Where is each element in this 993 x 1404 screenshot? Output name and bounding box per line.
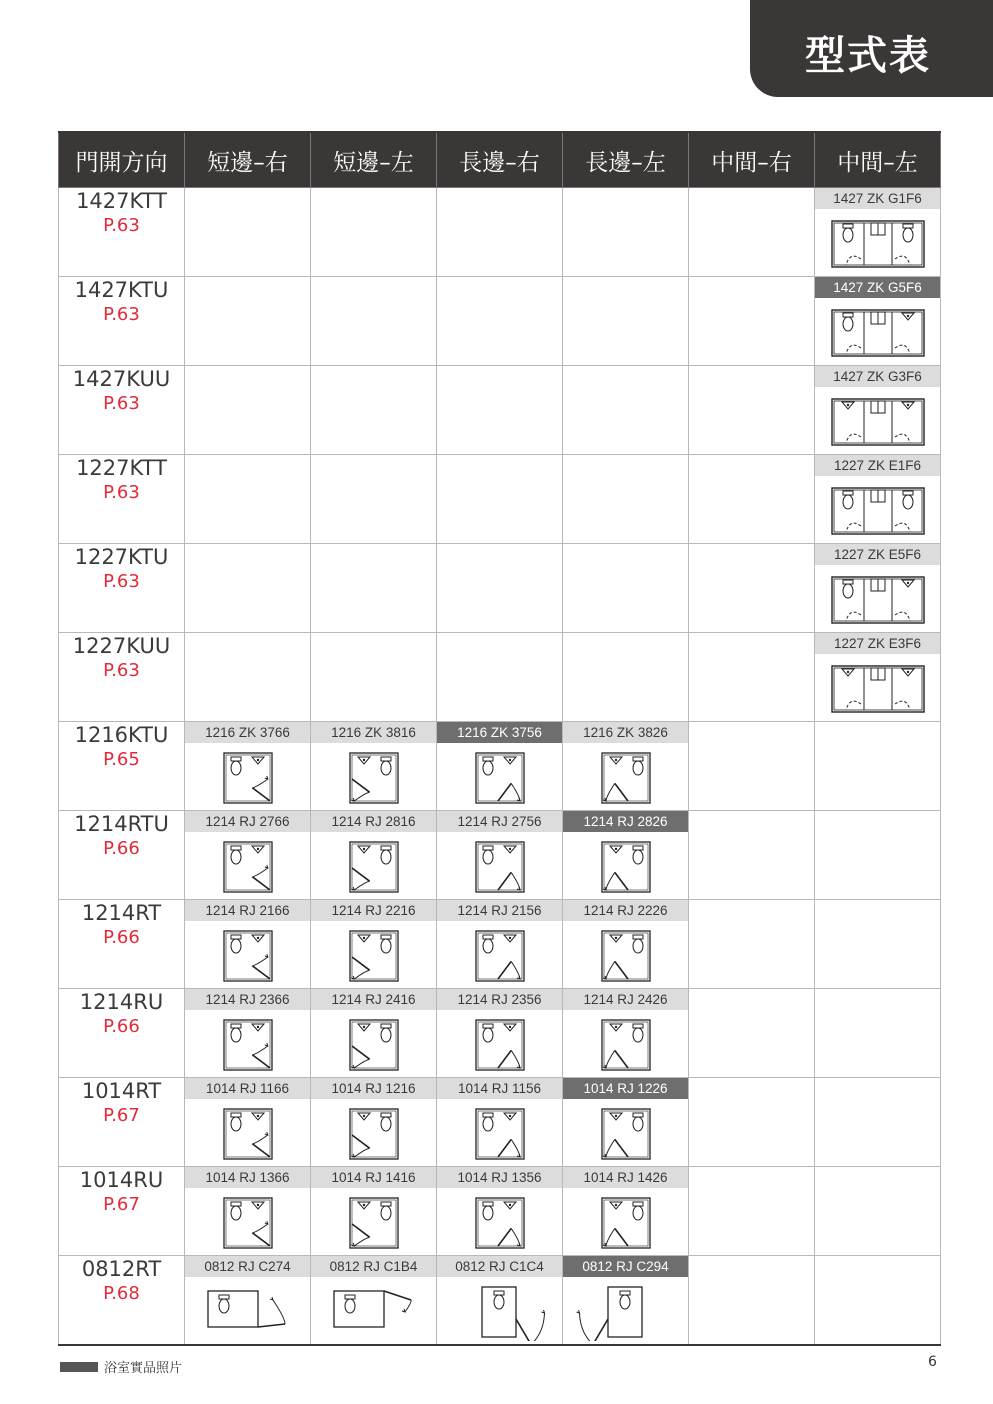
floor-plan-diagram: [576, 749, 676, 807]
page-title: 型式表: [805, 33, 931, 79]
floor-plan-diagram: [828, 393, 928, 451]
empty-cell: [437, 544, 563, 633]
header-door-direction: 門開方向: [59, 132, 185, 188]
empty-cell: [689, 277, 815, 366]
empty-cell: [689, 188, 815, 277]
model-code: 1216 ZK 3766: [185, 722, 310, 743]
floor-plan-diagram: [450, 1283, 550, 1341]
header-long-left: 長邊–左: [563, 132, 689, 188]
floor-plan-diagram: [828, 660, 928, 718]
empty-cell: [437, 633, 563, 722]
floor-plan-diagram: [576, 1105, 676, 1163]
model-code: 1216 ZK 3756: [437, 722, 562, 743]
model-code: 1227 ZK E5F6: [815, 544, 940, 565]
model-cell: [59, 544, 185, 633]
model-code: 0812 RJ C294: [563, 1256, 688, 1277]
empty-cell: [311, 277, 437, 366]
empty-cell: [185, 188, 311, 277]
empty-cell: [185, 277, 311, 366]
floor-plan-diagram: [324, 927, 424, 985]
plan-cell-center-left: [815, 277, 941, 366]
model-name: 1427KTT: [76, 189, 167, 213]
model-cell: [59, 900, 185, 989]
model-cell: [59, 633, 185, 722]
page-reference-link[interactable]: P.63: [103, 482, 140, 503]
plan-cell-short-right: [185, 1167, 311, 1256]
model-code: 1214 RJ 2816: [311, 811, 436, 832]
page-reference-link[interactable]: P.66: [103, 1016, 140, 1037]
plan-cell-long-left: [563, 722, 689, 811]
model-name: 0812RT: [81, 1257, 162, 1281]
model-name: 1227KTT: [76, 456, 167, 480]
model-code: 1227 ZK E1F6: [815, 455, 940, 476]
empty-cell: [815, 1256, 941, 1346]
floor-plan-diagram: [198, 1283, 298, 1341]
floor-plan-diagram: [576, 927, 676, 985]
table-row: [59, 989, 941, 1078]
model-code: 1216 ZK 3826: [563, 722, 688, 743]
model-cell: [59, 1256, 185, 1346]
floor-plan-diagram: [198, 927, 298, 985]
plan-cell-short-right: [185, 1078, 311, 1167]
empty-cell: [311, 633, 437, 722]
model-code: 1014 RJ 1216: [311, 1078, 436, 1099]
empty-cell: [311, 188, 437, 277]
floor-plan-diagram: [576, 1194, 676, 1252]
plan-cell-short-right: [185, 722, 311, 811]
floor-plan-diagram: [450, 749, 550, 807]
model-code: 1227 ZK E3F6: [815, 633, 940, 654]
table-row: [59, 633, 941, 722]
model-code: 1427 ZK G3F6: [815, 366, 940, 387]
model-code: 1214 RJ 2156: [437, 900, 562, 921]
model-name: 1214RT: [81, 901, 162, 925]
plan-cell-long-right: [437, 989, 563, 1078]
header-center-right: 中間–右: [689, 132, 815, 188]
page-reference-link[interactable]: P.63: [103, 571, 140, 592]
empty-cell: [311, 544, 437, 633]
model-code: 1214 RJ 2426: [563, 989, 688, 1010]
floor-plan-diagram: [324, 1283, 424, 1341]
empty-cell: [815, 722, 941, 811]
floor-plan-diagram: [198, 1194, 298, 1252]
table-row: [59, 277, 941, 366]
model-code: 1214 RJ 2826: [563, 811, 688, 832]
plan-cell-center-left: [815, 633, 941, 722]
floor-plan-diagram: [828, 304, 928, 362]
legend-label: 浴室實品照片: [104, 1361, 183, 1376]
floor-plan-diagram: [198, 838, 298, 896]
model-code: 1014 RJ 1426: [563, 1167, 688, 1188]
empty-cell: [437, 277, 563, 366]
model-table: [58, 131, 941, 1346]
floor-plan-diagram: [450, 1105, 550, 1163]
table-row: [59, 366, 941, 455]
model-code: 0812 RJ C1B4: [311, 1256, 436, 1277]
empty-cell: [689, 633, 815, 722]
header-short-left: 短邊–左: [311, 132, 437, 188]
table-row: [59, 188, 941, 277]
plan-cell-long-right: [437, 1256, 563, 1346]
empty-cell: [689, 1078, 815, 1167]
empty-cell: [689, 1167, 815, 1256]
floor-plan-diagram: [324, 749, 424, 807]
model-cell: [59, 455, 185, 544]
page-reference-link[interactable]: P.67: [103, 1194, 140, 1215]
floor-plan-diagram: [828, 215, 928, 273]
model-cell: [59, 1167, 185, 1256]
plan-cell-long-right: [437, 1167, 563, 1256]
floor-plan-diagram: [324, 1105, 424, 1163]
floor-plan-diagram: [828, 571, 928, 629]
plan-cell-short-right: [185, 811, 311, 900]
plan-cell-long-right: [437, 900, 563, 989]
empty-cell: [815, 1167, 941, 1256]
floor-plan-diagram: [198, 749, 298, 807]
plan-cell-short-right: [185, 1256, 311, 1346]
table-row: [59, 544, 941, 633]
model-code: 1014 RJ 1366: [185, 1167, 310, 1188]
header-long-right: 長邊–右: [437, 132, 563, 188]
page-reference-link[interactable]: P.66: [103, 927, 140, 948]
model-cell: [59, 188, 185, 277]
page-reference-link[interactable]: P.68: [103, 1283, 140, 1304]
empty-cell: [689, 544, 815, 633]
page-reference-link[interactable]: P.63: [103, 660, 140, 681]
plan-cell-center-left: [815, 544, 941, 633]
empty-cell: [815, 1078, 941, 1167]
floor-plan-diagram: [450, 1016, 550, 1074]
empty-cell: [437, 455, 563, 544]
page-reference-link[interactable]: P.63: [103, 393, 140, 414]
empty-cell: [563, 633, 689, 722]
model-code: 1214 RJ 2416: [311, 989, 436, 1010]
plan-cell-short-left: [311, 811, 437, 900]
plan-cell-long-right: [437, 722, 563, 811]
plan-cell-center-left: [815, 455, 941, 544]
table-row: [59, 1167, 941, 1256]
empty-cell: [689, 722, 815, 811]
empty-cell: [689, 900, 815, 989]
empty-cell: [689, 366, 815, 455]
model-code: 1214 RJ 2216: [311, 900, 436, 921]
plan-cell-long-left: [563, 900, 689, 989]
table-row: [59, 455, 941, 544]
model-code: 1214 RJ 2366: [185, 989, 310, 1010]
empty-cell: [185, 633, 311, 722]
model-code: 0812 RJ C274: [185, 1256, 310, 1277]
plan-cell-long-left: [563, 1167, 689, 1256]
model-name: 1427KTU: [74, 278, 169, 302]
plan-cell-center-left: [815, 188, 941, 277]
empty-cell: [437, 188, 563, 277]
empty-cell: [689, 811, 815, 900]
floor-plan-diagram: [450, 1194, 550, 1252]
model-code: 1014 RJ 1356: [437, 1167, 562, 1188]
plan-cell-long-left: [563, 1078, 689, 1167]
model-cell: [59, 366, 185, 455]
model-code: 1214 RJ 2226: [563, 900, 688, 921]
table-row: [59, 1078, 941, 1167]
plan-cell-short-right: [185, 900, 311, 989]
plan-cell-short-left: [311, 722, 437, 811]
empty-cell: [563, 188, 689, 277]
page-reference-link[interactable]: P.63: [103, 304, 140, 325]
model-cell: [59, 722, 185, 811]
plan-cell-long-left: [563, 989, 689, 1078]
floor-plan-diagram: [576, 838, 676, 896]
page-reference-link[interactable]: P.63: [103, 215, 140, 236]
empty-cell: [815, 989, 941, 1078]
empty-cell: [437, 366, 563, 455]
model-name: 1014RT: [81, 1079, 162, 1103]
table-row: [59, 811, 941, 900]
floor-plan-diagram: [324, 1194, 424, 1252]
floor-plan-diagram: [324, 838, 424, 896]
model-cell: [59, 989, 185, 1078]
plan-cell-short-right: [185, 989, 311, 1078]
floor-plan-diagram: [450, 838, 550, 896]
plan-cell-center-left: [815, 366, 941, 455]
model-code: 1214 RJ 2756: [437, 811, 562, 832]
plan-cell-short-left: [311, 900, 437, 989]
header-row: [59, 132, 941, 188]
plan-cell-short-left: [311, 1167, 437, 1256]
plan-cell-short-left: [311, 1078, 437, 1167]
model-code: 1214 RJ 2766: [185, 811, 310, 832]
table-row: [59, 900, 941, 989]
model-code: 0812 RJ C1C4: [437, 1256, 562, 1277]
model-code: 1214 RJ 2166: [185, 900, 310, 921]
page-reference-link[interactable]: P.65: [103, 749, 140, 770]
empty-cell: [563, 544, 689, 633]
page-reference-link[interactable]: P.67: [103, 1105, 140, 1126]
empty-cell: [311, 455, 437, 544]
legend-swatch: [60, 1362, 98, 1372]
model-cell: [59, 277, 185, 366]
model-name: 1227KUU: [72, 634, 171, 658]
floor-plan-diagram: [450, 927, 550, 985]
model-name: 1216KTU: [74, 723, 169, 747]
empty-cell: [185, 366, 311, 455]
plan-cell-short-left: [311, 989, 437, 1078]
title-tab: [750, 0, 993, 97]
plan-cell-long-right: [437, 1078, 563, 1167]
empty-cell: [311, 366, 437, 455]
floor-plan-diagram: [576, 1283, 676, 1341]
empty-cell: [185, 455, 311, 544]
model-cell: [59, 811, 185, 900]
model-name: 1214RU: [79, 990, 164, 1014]
model-name: 1427KUU: [72, 367, 171, 391]
model-code: 1427 ZK G1F6: [815, 188, 940, 209]
model-name: 1014RU: [79, 1168, 164, 1192]
model-code: 1014 RJ 1416: [311, 1167, 436, 1188]
floor-plan-diagram: [576, 1016, 676, 1074]
floor-plan-diagram: [198, 1105, 298, 1163]
empty-cell: [815, 811, 941, 900]
plan-cell-short-left: [311, 1256, 437, 1346]
model-cell: [59, 1078, 185, 1167]
floor-plan-diagram: [324, 1016, 424, 1074]
page-reference-link[interactable]: P.66: [103, 838, 140, 859]
model-name: 1214RTU: [74, 812, 169, 836]
empty-cell: [563, 455, 689, 544]
plan-cell-long-right: [437, 811, 563, 900]
empty-cell: [563, 366, 689, 455]
plan-cell-long-left: [563, 811, 689, 900]
table-row: [59, 722, 941, 811]
table-row: [59, 1256, 941, 1346]
empty-cell: [689, 1256, 815, 1346]
page-number: 6: [928, 1354, 937, 1370]
model-name: 1227KTU: [74, 545, 169, 569]
empty-cell: [689, 455, 815, 544]
empty-cell: [185, 544, 311, 633]
empty-cell: [815, 900, 941, 989]
empty-cell: [689, 989, 815, 1078]
model-code: 1014 RJ 1156: [437, 1078, 562, 1099]
floor-plan-diagram: [198, 1016, 298, 1074]
model-code: 1014 RJ 1226: [563, 1078, 688, 1099]
model-code: 1014 RJ 1166: [185, 1078, 310, 1099]
header-center-left: 中間–左: [815, 132, 941, 188]
empty-cell: [563, 277, 689, 366]
model-code: 1216 ZK 3816: [311, 722, 436, 743]
floor-plan-diagram: [828, 482, 928, 540]
model-code: 1427 ZK G5F6: [815, 277, 940, 298]
model-code: 1214 RJ 2356: [437, 989, 562, 1010]
header-short-right: 短邊–右: [185, 132, 311, 188]
plan-cell-long-left: [563, 1256, 689, 1346]
